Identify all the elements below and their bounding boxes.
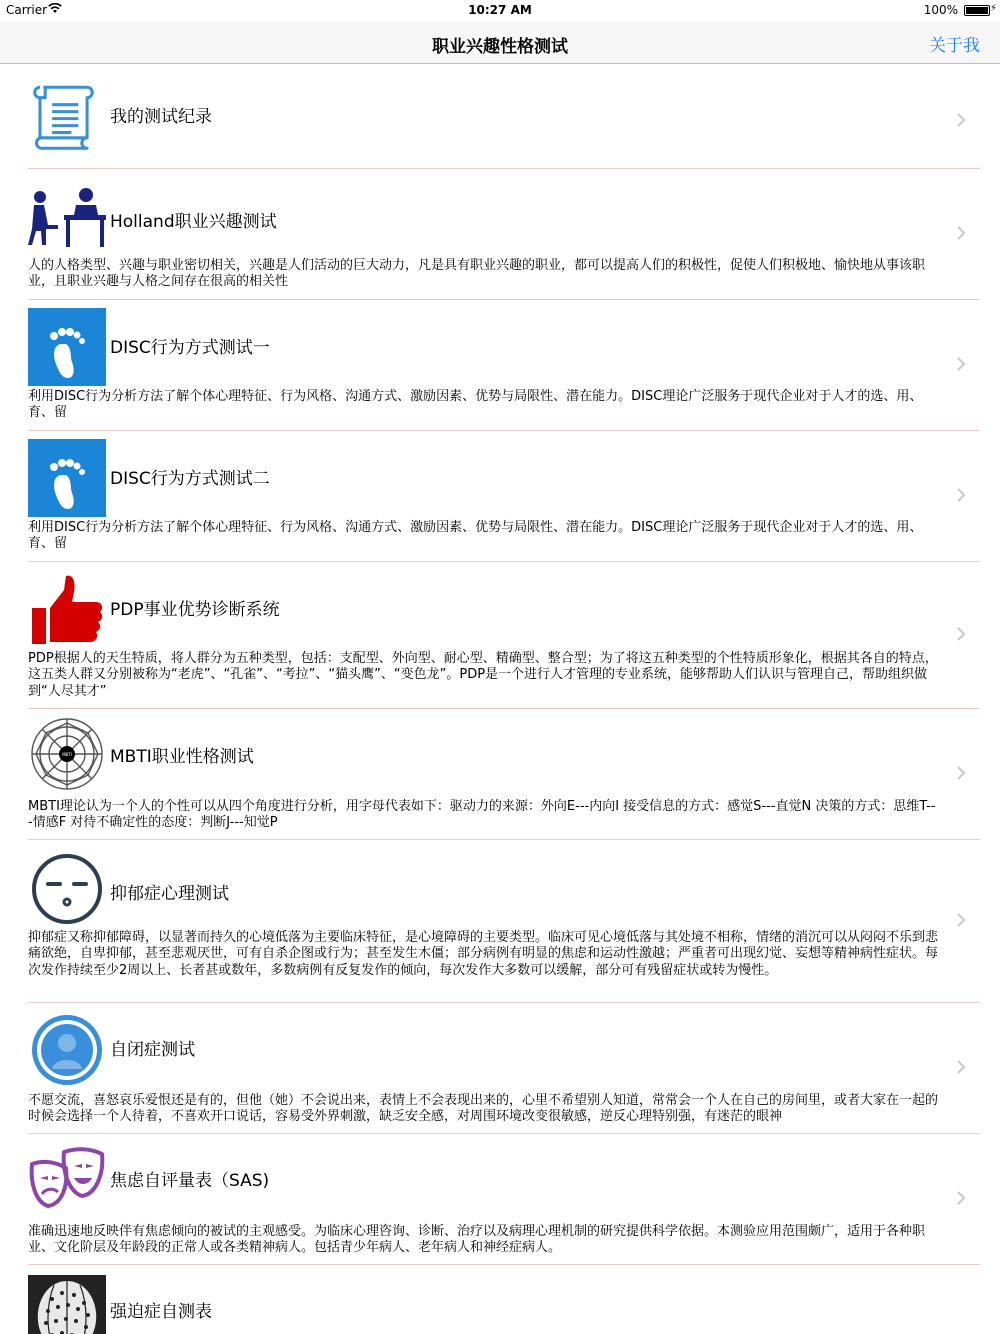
item-description: MBTI理论认为一个人的个性可以从四个角度进行分析，用字母代表如下：驱动力的来源：外向E---内向I 接受信息的方式：感觉S---直觉N 决策的方式：思维T---情感F 对待不确定性的态度：判断J---知觉P — [28, 799, 936, 831]
item-title: MBTI职业性格测试 — [110, 747, 254, 767]
item-title: 强迫症自测表 — [110, 1302, 212, 1322]
footprint-icon — [28, 439, 106, 517]
item-title: DISC行为方式测试一 — [110, 338, 270, 358]
about-me-button[interactable]: 关于我 — [929, 36, 980, 56]
carrier-label: Carrier — [6, 3, 48, 17]
chevron-right-icon — [956, 1059, 966, 1075]
list-item-ocd-test[interactable] — [0, 1265, 1000, 1334]
svg-text:MBTI: MBTI — [62, 752, 72, 757]
mbti-wheel-icon — [28, 715, 106, 793]
chevron-right-icon — [956, 225, 966, 241]
thumbs-up-icon — [28, 570, 106, 648]
interview-icon — [28, 181, 106, 259]
list-item-test-records[interactable] — [0, 64, 1000, 169]
test-list — [0, 64, 1000, 1334]
footprint-icon — [28, 308, 106, 386]
clock: 10:27 AM — [468, 3, 532, 17]
list-item-mbti-test[interactable] — [0, 709, 1000, 840]
item-description: 准确迅速地反映伴有焦虑倾向的被试的主观感受。为临床心理咨询、诊断、治疗以及病理心理机制的研究提供科学依据。本测验应用范围颇广，适用于各种职业、文化阶层及年龄段的正常人或各类精神病人。包括青少年病人、老年病人和神经症病人。 — [28, 1224, 926, 1256]
chevron-right-icon — [956, 1190, 966, 1206]
chevron-right-icon — [956, 487, 966, 503]
dotted-pumpkin-icon — [28, 1275, 106, 1334]
item-title: 焦虑自评量表（SAS) — [110, 1171, 270, 1191]
item-description: 利用DISC行为分析方法了解个体心理特征、行为风格、沟通方式、激励因素、优势与局限性、潜在能力。DISC理论广泛服务于现代企业对于人才的选、用、育、留 — [28, 520, 923, 552]
chevron-right-icon — [956, 356, 966, 372]
status-bar — [0, 0, 1000, 22]
item-description: PDP根据人的天生特质，将人群分为五种类型，包括：支配型、外向型、耐心型、精确型、整合型；为了将这五种类型的个性特质形象化，根据其各自的特点，这五类人群又分别被称为“老虎”、“孔雀”、“考拉”、“猫头鹰”、“变色龙”。PDP是一个进行人才管理的专业系统，能够帮助人们认识与管理自己，帮助组织做到“人尽其才” — [28, 651, 938, 699]
item-title: Holland职业兴趣测试 — [110, 212, 277, 232]
battery-percent: 100% — [923, 3, 958, 17]
battery-icon — [964, 5, 990, 16]
sad-face-icon — [28, 850, 106, 928]
list-item-disc-test-2[interactable] — [0, 431, 1000, 562]
item-title: 我的测试纪录 — [110, 107, 212, 127]
chevron-right-icon — [956, 112, 966, 128]
user-circle-icon — [28, 1011, 106, 1089]
item-title: PDP事业优势诊断系统 — [110, 600, 280, 620]
item-title: DISC行为方式测试二 — [110, 469, 270, 489]
page-title: 职业兴趣性格测试 — [432, 37, 568, 57]
list-item-disc-test-1[interactable] — [0, 300, 1000, 431]
navigation-bar — [0, 22, 1000, 64]
item-description: 利用DISC行为分析方法了解个体心理特征、行为风格、沟通方式、激励因素、优势与局限性、潜在能力。DISC理论广泛服务于现代企业对于人才的选、用、育、留 — [28, 389, 923, 421]
item-description: 人的人格类型、兴趣与职业密切相关，兴趣是人们活动的巨大动力，凡是具有职业兴趣的职业，都可以提高人们的积极性，促使人们积极地、愉快地从事该职业，且职业兴趣与人格之间存在很高的相关性 — [28, 258, 926, 290]
chevron-right-icon — [956, 765, 966, 781]
list-item-holland-test[interactable] — [0, 169, 1000, 300]
chevron-right-icon — [956, 912, 966, 928]
charging-icon: ⚡ — [989, 3, 997, 14]
list-item-pdp-test[interactable] — [0, 562, 1000, 709]
item-description: 抑郁症又称抑郁障碍，以显著而持久的心境低落为主要临床特征，是心境障碍的主要类型。临床可见心境低落与其处境不相称，情绪的消沉可以从闷闷不乐到悲痛欲绝，自卑抑郁，甚至悲观厌世，可有自杀企图或行为；甚至发生木僵；部分病例有明显的焦虑和运动性激越；严重者可出现幻觉、妄想等精神病性症状。每次发作持续至少2周以上、长者甚或数年，多数病例有反复发作的倾向，每次发作大多数可以缓解，部分可有残留症状或转为慢性。 — [28, 930, 939, 978]
scroll-icon — [33, 82, 101, 150]
theater-masks-icon — [28, 1142, 106, 1220]
chevron-right-icon — [956, 626, 966, 642]
list-item-sas-test[interactable] — [0, 1134, 1000, 1265]
list-item-depression-test[interactable] — [0, 840, 1000, 1003]
item-title: 自闭症测试 — [110, 1040, 195, 1060]
item-title: 抑郁症心理测试 — [110, 884, 229, 904]
list-item-autism-test[interactable] — [0, 1003, 1000, 1134]
item-description: 不愿交流，喜怒哀乐爱恨还是有的，但他（她）不会说出来，表情上不会表现出来的，心里不希望别人知道，常常会一个人在自己的房间里，或者大家在一起的时候会选择一个人待着，不喜欢开口说话，容易受外界刺激，缺乏安全感，对周围环境改变很敏感，逆反心理特别强，有迷茫的眼神 — [28, 1093, 939, 1125]
